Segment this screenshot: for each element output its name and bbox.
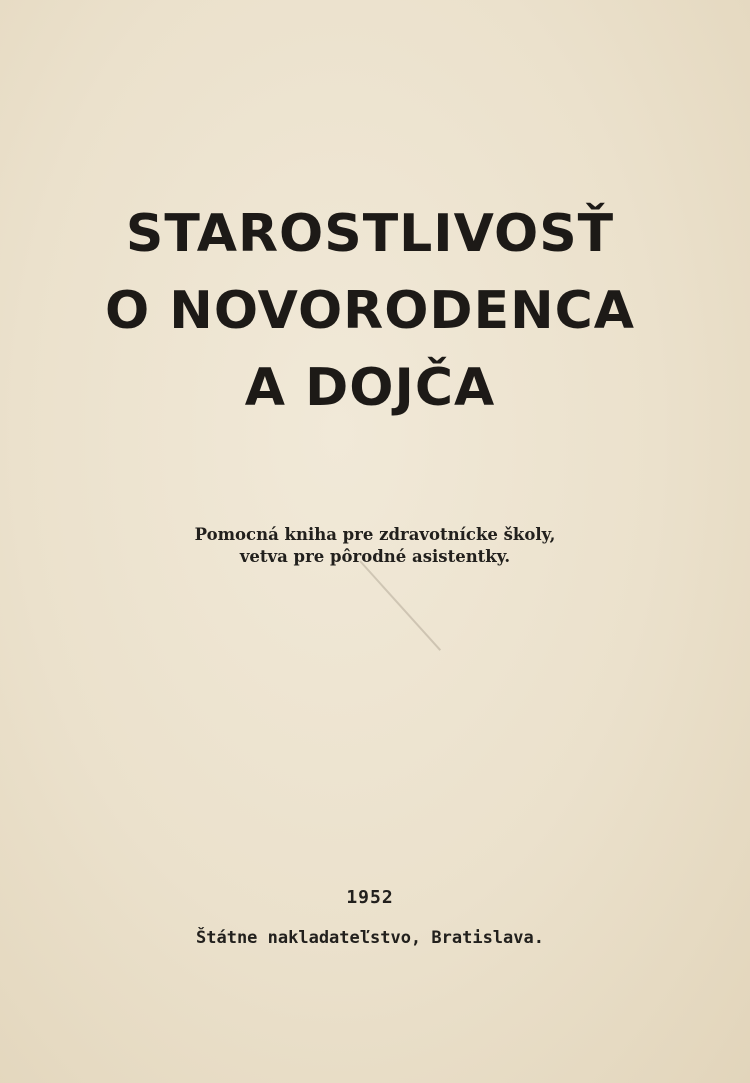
book-title-line-1: STAROSTLIVOSŤ [125,204,615,264]
page-crease [359,560,441,651]
book-title-line-3: A DOJČA [244,358,496,418]
publisher: Štátne nakladateľstvo, Bratislava. [196,928,544,948]
subtitle-line-1: Pomocná kniha pre zdravotnícke školy, [194,525,556,544]
publication-year: 1952 [346,887,394,908]
book-title-line-2: O NOVORODENCA [104,281,636,341]
book-subtitle [90,524,660,568]
subtitle-line-2: vetva pre pôrodné asistentky. [239,547,511,566]
